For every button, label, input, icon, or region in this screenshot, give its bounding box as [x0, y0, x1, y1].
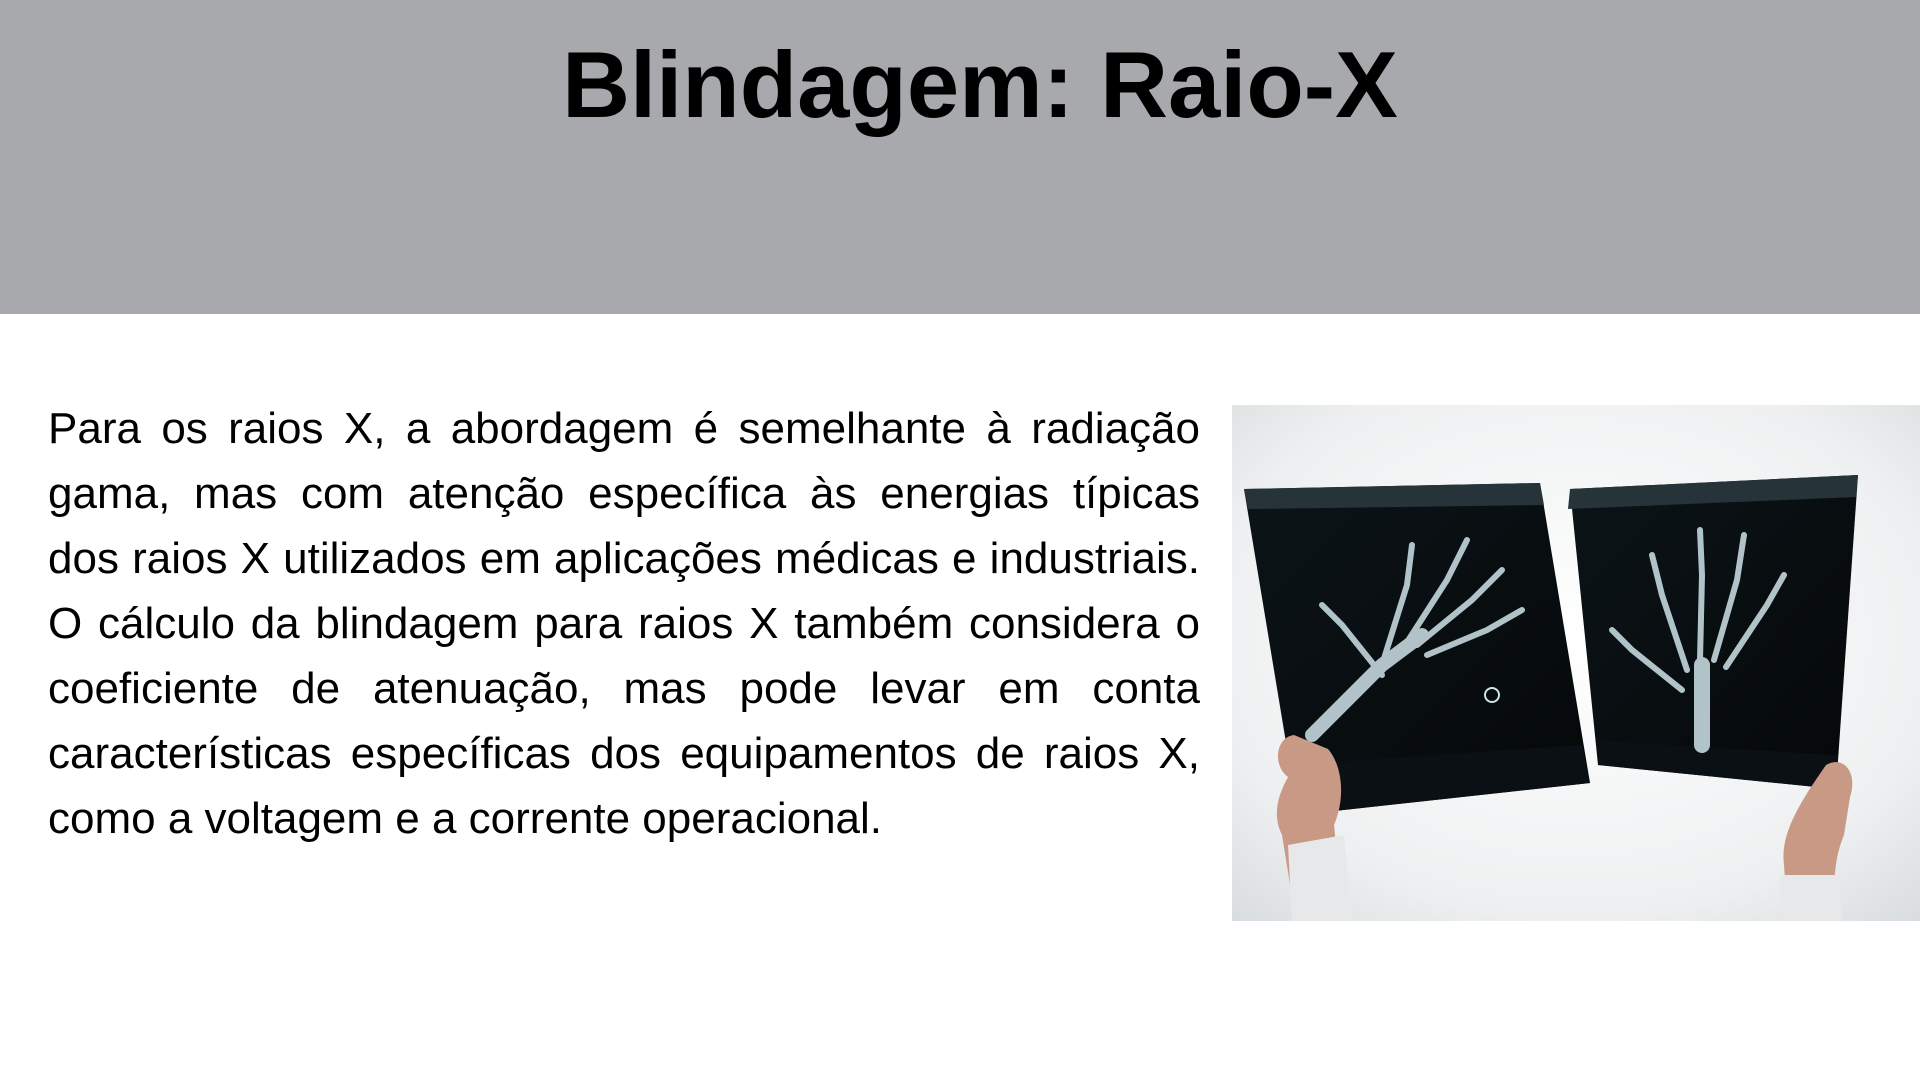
body-paragraph: Para os raios X, a abordagem é semelhante à radiação gama, mas com atenção específica às energias típicas dos raios X utilizados em aplicações médicas e industriais. O cálculo da blindagem para raios X também considera o coeficiente de atenuação, mas pode levar em conta características específicas dos equipamentos de raios X, como a voltagem e a corrente operacional.	[48, 404, 1200, 843]
xray-hands-photo	[1232, 405, 1920, 921]
slide-title: Blindagem: Raio-X	[562, 32, 1398, 137]
